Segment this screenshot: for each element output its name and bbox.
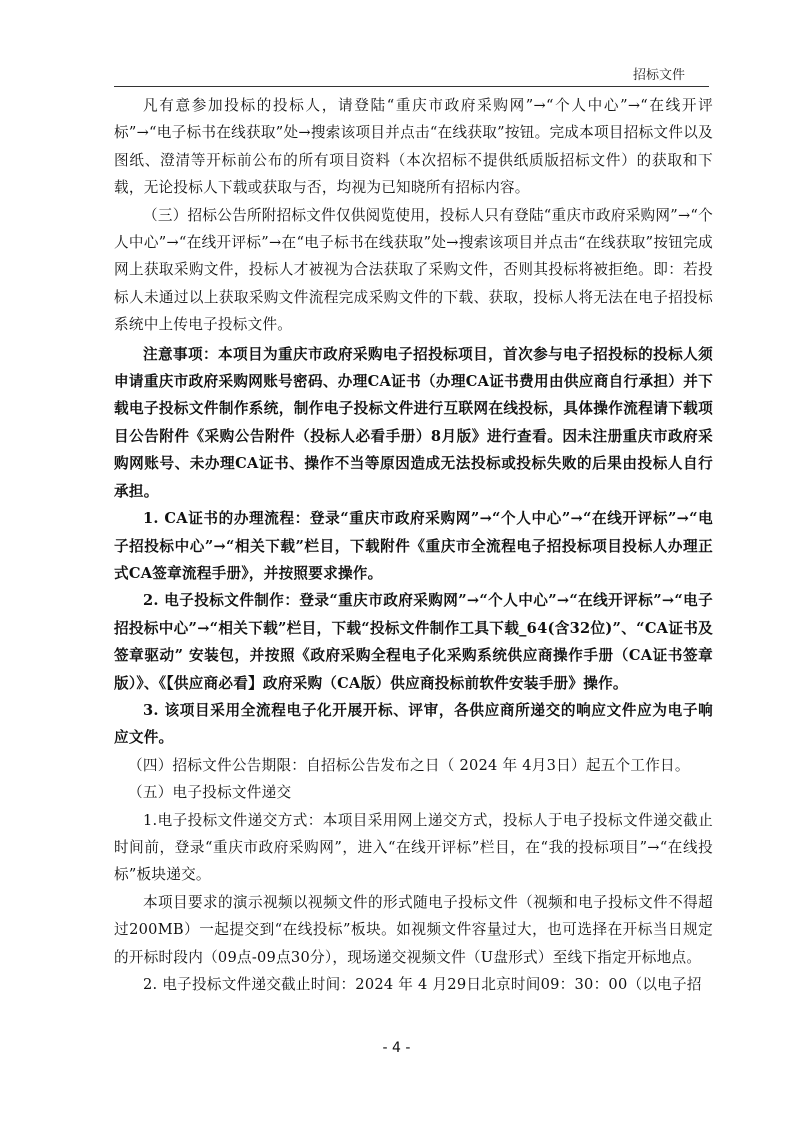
paragraph-section-4: （四）招标文件公告期限：自招标公告发布之日（ 2024 年 4月3日）起五个工作日。 bbox=[128, 756, 690, 774]
paragraph-ca-certificate: 1. CA证书的办理流程：登录“重庆市政府采购网”→“个人中心”→“在线开评标”→“电子招投标中心”→“相关下载”栏目，下载附件《重庆市全流程电子招投标项目投标人办理正式CA签章流程手册》，并按照要求操作。 bbox=[114, 510, 713, 582]
paragraph-bid-file-creation: 2. 电子投标文件制作：登录“重庆市政府采购网”→“个人中心”→“在线开评标”→“电子招投标中心”→“相关下载”栏目，下载“投标文件制作工具下载_64(含32位)”、“CA证书及签章驱动” 安装包，并按照《政府采购全程电子化采购系统供应商操作手册（CA证书签章版）》、《【供应商必看】政府采购（CA版）供应商投标前软件安装手册》操作。 bbox=[114, 592, 713, 692]
paragraph-submission-deadline: 2. 电子投标文件递交截止时间：2024 年 4 月29日北京时间09：30：00（以电子招 bbox=[143, 976, 702, 993]
paragraph-notice: 注意事项：本项目为重庆市政府采购电子招投标项目，首次参与电子招投标的投标人须申请重庆市政府采购网账号密码、办理CA证书（办理CA证书费用由供应商自行承担）并下载电子投标文件制作系统，制作电子投标文件进行互联网在线投标，具体操作流程请下载项目公告附件《采购公告附件（投标人必看手册）8月版》进行查看。因未注册重庆市政府采购网账号、未办理CA证书、操作不当等原因造成无法投标或投标失败的后果由投标人自行承担。 bbox=[114, 345, 713, 500]
running-header-title: 招标文件 bbox=[632, 68, 685, 83]
document-body bbox=[114, 92, 713, 998]
header-divider bbox=[114, 86, 709, 87]
paragraph-section-5-heading: （五）电子投标文件递交 bbox=[128, 784, 292, 802]
paragraph-electronic-process: 3. 该项目采用全流程电子化开展开标、评审，各供应商所递交的响应文件应为电子响应文件。 bbox=[114, 701, 713, 747]
page-number: - 4 - bbox=[382, 1040, 411, 1056]
paragraph-demo-video: 本项目要求的演示视频以视频文件的形式随电子投标文件（视频和电子投标文件不得超过200MB）一起提交到“在线投标”板块。如视频文件容量过大，也可选择在开标当日规定的开标时段内（09点-09点30分），现场递交视频文件（U盘形式）至线下指定开标地点。 bbox=[114, 893, 713, 966]
paragraph-section-3: （三）招标公告所附招标文件仅供阅览使用，投标人只有登陆“重庆市政府采购网”→“个人中心”→“在线开评标”→在“电子标书在线获取”处→搜索该项目并点击“在线获取”按钮完成网上获取采购文件，投标人才被视为合法获取了采购文件，否则其投标将被拒绝。即：若投标人未通过以上获取采购文件流程完成采购文件的下载、获取，投标人将无法在电子招投标系统中上传电子投标文件。 bbox=[114, 206, 713, 334]
paragraph-submission-method: 1.电子投标文件递交方式：本项目采用网上递交方式，投标人于电子投标文件递交截止时间前，登录“重庆市政府采购网”，进入“在线开评标”栏目，在“我的投标项目”→“在线投标”板块递交。 bbox=[114, 811, 713, 884]
paragraph-bid-acquisition: 凡有意参加投标的投标人，请登陆“重庆市政府采购网”→“个人中心”→“在线开评标”→“电子标书在线获取”处→搜索该项目并点击“在线获取”按钮。完成本项目招标文件以及图纸、澄清等开标前公布的所有项目资料（本次招标不提供纸质版招标文件）的获取和下载，无论投标人下载或获取与否，均视为已知晓所有招标内容。 bbox=[114, 97, 713, 197]
